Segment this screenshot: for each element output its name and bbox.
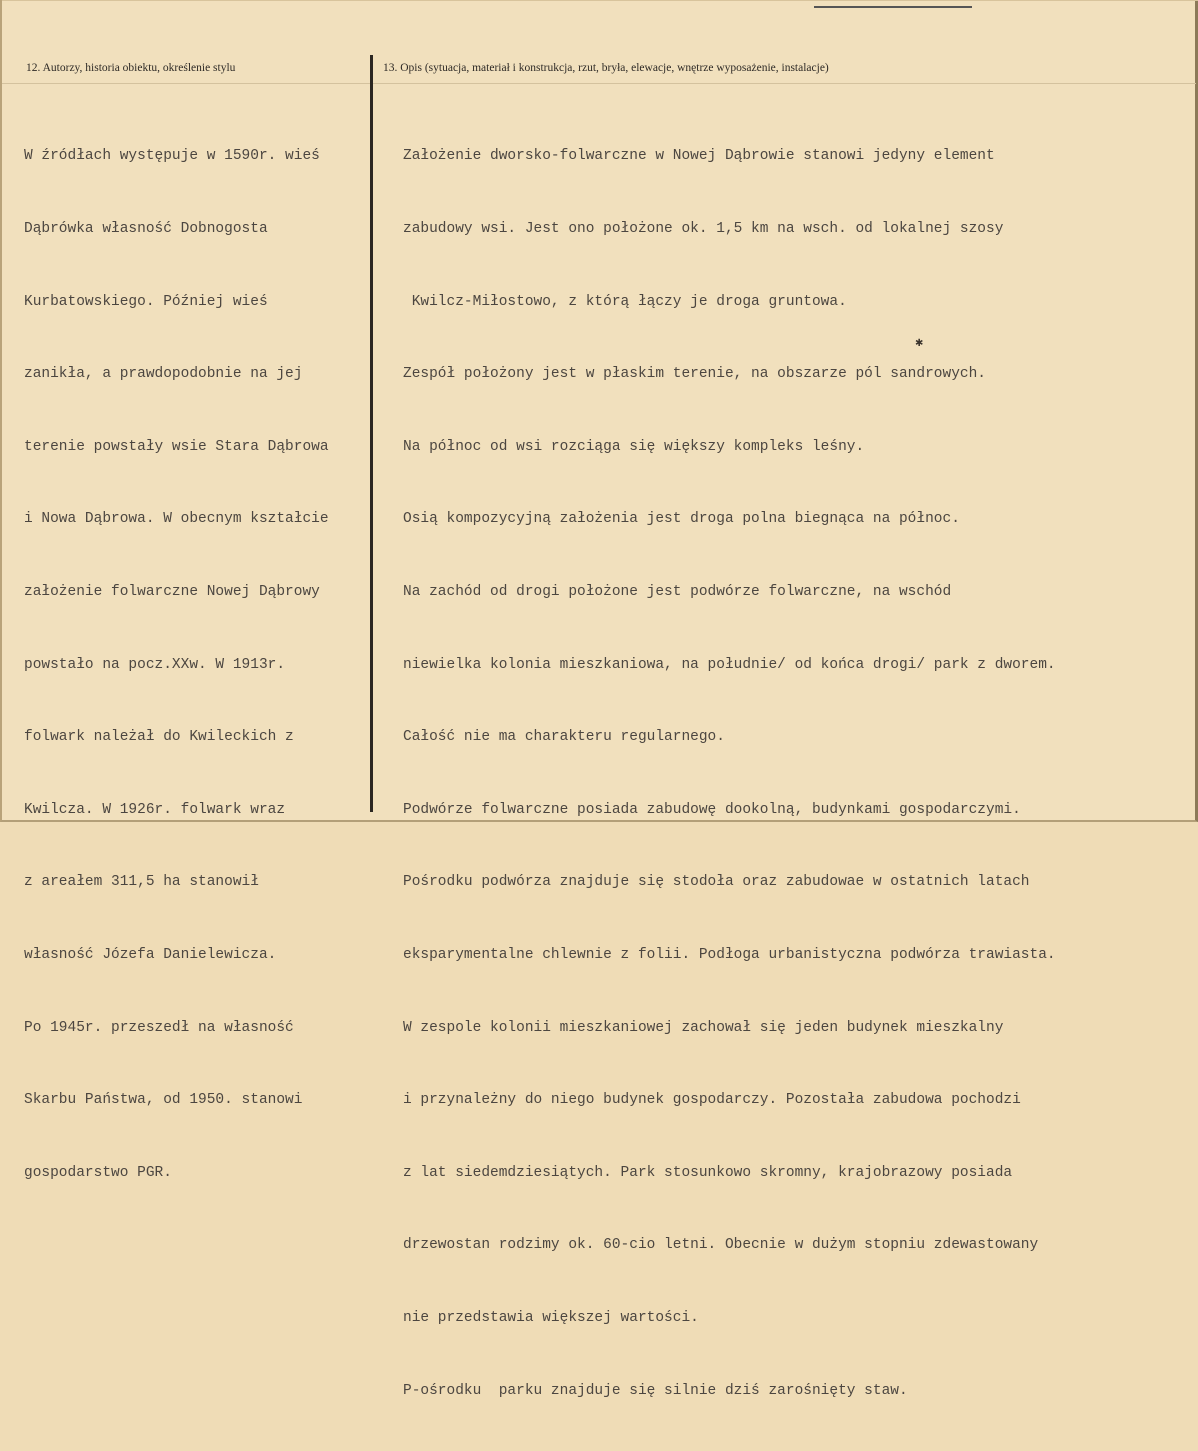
- history-text: [24, 96, 370, 1233]
- description-text: [403, 96, 1183, 1451]
- column-divider: [370, 55, 373, 812]
- history-line: folwark należał do Kwileckich z: [24, 729, 294, 746]
- section-12-heading: 12. Autorzy, historia obiektu, określenie stylu: [26, 62, 236, 74]
- history-line: W źródłach występuje w 1590r. wieś: [24, 148, 320, 165]
- description-line: Na północ od wsi rozciąga się większy kompleks leśny.: [403, 438, 865, 455]
- description-line: niewielka kolonia mieszkaniowa, na południe/ od końca drogi/ park z dworem.: [403, 656, 1056, 673]
- history-line: Po 1945r. przeszedł na własność: [24, 1019, 294, 1036]
- description-line: W zespole kolonii mieszkaniowej zachował się jeden budynek mieszkalny: [403, 1019, 1004, 1036]
- description-line: Całość nie ma charakteru regularnego.: [403, 729, 725, 746]
- description-line: Na zachód od drogi położone jest podwórze folwarczne, na wschód: [403, 583, 952, 600]
- top-edge-line: [2, 0, 1198, 1]
- description-line: Pośrodku podwórza znajduje się stodoła oraz zabudowae w ostatnich latach: [403, 874, 1030, 891]
- handwritten-correction-mark: ✱: [915, 338, 924, 349]
- description-line: eksparymentalne chlewnie z folii. Podłoga urbanistyczna podwórza trawiasta.: [403, 946, 1056, 963]
- description-line: Osią kompozycyjną założenia jest droga polna biegnąca na północ.: [403, 511, 960, 528]
- history-line: zanikła, a prawdopodobnie na jej: [24, 366, 303, 383]
- history-line: własność Józefa Danielewicza.: [24, 946, 277, 963]
- description-line: z lat siedemdziesiątych. Park stosunkowo skromny, krajobrazowy posiada: [403, 1164, 1013, 1181]
- history-line: powstało na pocz.XXw. W 1913r.: [24, 656, 286, 673]
- description-line: Podwórze folwarczne posiada zabudowę dookolną, budynkami gospodarczymi.: [403, 801, 1021, 818]
- header-rule: [2, 83, 1196, 84]
- section-13-heading: 13. Opis (sytuacja, materiał i konstrukcja, rzut, bryła, elewacje, wnętrze wyposażenie, instalacje): [383, 62, 829, 74]
- history-line: Kurbatowskiego. Później wieś: [24, 293, 268, 310]
- history-line: i Nowa Dąbrowa. W obecnym kształcie: [24, 511, 329, 528]
- description-line: nie przedstawia większej wartości.: [403, 1309, 699, 1326]
- history-line: gospodarstwo PGR.: [24, 1164, 172, 1181]
- top-rule: [814, 6, 972, 8]
- description-line: zabudowy wsi. Jest ono położone ok. 1,5 km na wsch. od lokalnej szosy: [403, 221, 1004, 237]
- history-line: założenie folwarczne Nowej Dąbrowy: [24, 583, 320, 600]
- description-line: Kwilcz-Miłostowo, z którą łączy je droga gruntowa.: [403, 293, 847, 310]
- description-line: drzewostan rodzimy ok. 60-cio letni. Obecnie w dużym stopniu zdewastowany: [403, 1237, 1039, 1254]
- description-line: Założenie dworsko-folwarczne w Nowej Dąbrowie stanowi jedyny element: [403, 148, 995, 165]
- history-line: Kwilcza. W 1926r. folwark wraz: [24, 801, 286, 818]
- description-line: i przynależny do niego budynek gospodarczy. Pozostała zabudowa pochodzi: [403, 1092, 1021, 1109]
- description-line: P-ośrodku parku znajduje się silnie dziś zarośnięty staw.: [403, 1382, 908, 1399]
- history-line: Dąbrówka własność Dobnogosta: [24, 221, 268, 237]
- description-line: Zespół położony jest w płaskim terenie, na obszarze pól sandrowych.: [403, 366, 986, 383]
- history-line: terenie powstały wsie Stara Dąbrowa: [24, 438, 329, 455]
- history-line: z areałem 311,5 ha stanowił: [24, 874, 259, 891]
- history-line: Skarbu Państwa, od 1950. stanowi: [24, 1092, 303, 1109]
